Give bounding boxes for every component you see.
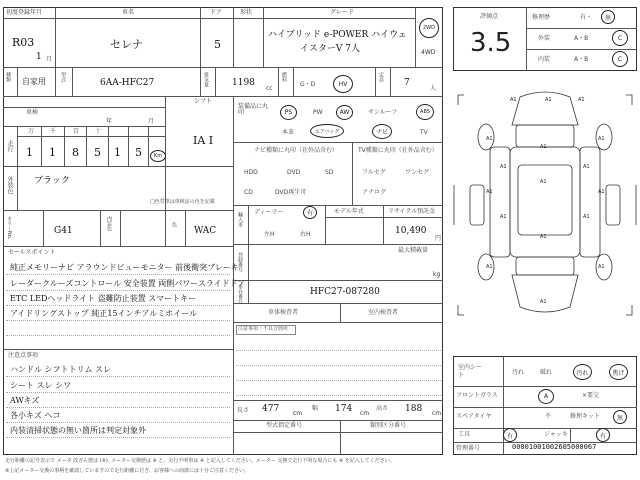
frame-number-value: HFC27-087280 bbox=[310, 287, 380, 297]
mileage-digit-1: 1 bbox=[26, 146, 33, 159]
seat-item-3: 汚れ bbox=[573, 364, 592, 380]
mgmt-label: 管理番号 bbox=[456, 445, 481, 452]
import-label: 輸入車 bbox=[237, 212, 243, 227]
height-value: 188 bbox=[405, 404, 423, 414]
damage-mark-16: A1 bbox=[598, 264, 605, 270]
score-value: 3.5 bbox=[470, 28, 512, 58]
exterior-c-circle: C bbox=[612, 30, 628, 46]
inspector-label: 車体検査者 bbox=[268, 309, 299, 316]
mileage-digit-2: 1 bbox=[49, 146, 56, 159]
equip-sunroof: サンルーフ bbox=[368, 109, 398, 116]
shift-label: シフト bbox=[194, 98, 213, 105]
displacement-value: 1198 bbox=[232, 78, 255, 88]
mileage-digit-6: 5 bbox=[135, 146, 142, 159]
damage-mark-4: A1 bbox=[486, 136, 493, 142]
height-label: 高さ bbox=[376, 405, 389, 412]
mileage-digit-5: 1 bbox=[114, 146, 121, 159]
jack-value-circle: 有 bbox=[596, 428, 610, 442]
damage-mark-6: A1 bbox=[540, 144, 547, 150]
model-value: 6AA-HFC27 bbox=[100, 78, 155, 88]
sales-point-2: レーダークルーズコントロール 安全装置 両側パワースライドドア bbox=[10, 279, 246, 288]
sales-point-4: アイドリングストップ 純正15インチアルミホイール bbox=[10, 309, 198, 318]
defect-2: シート スレ シワ bbox=[10, 381, 72, 390]
km-unit-circle: Km bbox=[150, 150, 166, 162]
repair-label: 修理歴 bbox=[532, 14, 551, 21]
length-value: 477 bbox=[262, 404, 280, 414]
door-count: 5 bbox=[214, 38, 221, 51]
height-unit: cm bbox=[432, 410, 442, 417]
displacement-label: 排気量 bbox=[203, 72, 209, 87]
navi-cd: CD bbox=[244, 189, 253, 196]
tv-analog: アナログ bbox=[362, 189, 387, 196]
fuel-options: G・D bbox=[300, 81, 316, 88]
defect-3: AWキズ bbox=[10, 396, 40, 405]
sales-point-1: 純正メモリーナビ アラウンドビューモニター 前後衝突ブレーキ bbox=[10, 263, 239, 272]
tools-label: 工具 bbox=[458, 431, 471, 438]
jack-label: ジャッキ bbox=[544, 431, 568, 438]
grade-line-2: イスターV 7人 bbox=[300, 44, 360, 54]
grade-line-1: ハイブリッド e-POWER ハイウェ bbox=[268, 30, 407, 40]
car-name-label: 車名 bbox=[122, 9, 135, 16]
cc-unit: cc bbox=[266, 85, 273, 92]
exterior-label: 外装 bbox=[538, 35, 551, 42]
fuel-label: 燃料 bbox=[281, 72, 287, 82]
tools-value-circle: 有 bbox=[503, 428, 517, 442]
frame-number-label: 車台番号 bbox=[237, 284, 243, 304]
damage-mark-7: A1 bbox=[500, 164, 507, 170]
capacity-unit: 人 bbox=[430, 85, 437, 92]
damage-mark-12: A1 bbox=[500, 214, 507, 220]
spare-item-2: 修理キット bbox=[570, 413, 600, 420]
color-no-value: G41 bbox=[54, 226, 73, 236]
mileage-section-label: 走行 bbox=[6, 140, 13, 152]
recycle-value: 10,490 bbox=[395, 226, 427, 236]
width-value: 174 bbox=[335, 404, 353, 414]
equip-pw: PW bbox=[313, 109, 323, 116]
score-label: 評価点 bbox=[480, 13, 499, 20]
equipment-label: 装備品に丸印 bbox=[238, 103, 269, 116]
inspection-year-label: 年 bbox=[106, 118, 113, 125]
spare-label: スペアタイヤ bbox=[456, 413, 492, 420]
shape-label: 形状 bbox=[240, 9, 253, 16]
footer-note-1: 走行距離の記号表示で メータ 改ざん歴は (※). メーター交換歴は ※ と、走行不明車は ※ と記入してください。メーター 交換で走行不明な場合にも ※ を記入してください。 bbox=[5, 458, 395, 464]
right-hand-label: 右H bbox=[300, 231, 311, 238]
left-hand-label: 左H bbox=[264, 231, 275, 238]
interior-c-circle: C bbox=[612, 51, 628, 67]
reg-month: 1 bbox=[36, 52, 42, 62]
dealer-label: ディーラー bbox=[254, 209, 284, 216]
equip-abs: ABS bbox=[416, 104, 434, 120]
tv-type-label: TV種類に丸印（社外品含む） bbox=[358, 147, 438, 154]
color-label: 外装色 bbox=[6, 176, 13, 194]
model-year-label: モデル年式 bbox=[334, 208, 364, 215]
frame-label: 登録番号 bbox=[237, 252, 243, 272]
equip-navi: ナビ bbox=[372, 124, 392, 139]
notes-label: 注意事項・不具合箇所 bbox=[238, 326, 289, 332]
tv-fullseg: フルセグ bbox=[362, 169, 386, 176]
interior-options: A・B bbox=[574, 56, 589, 63]
recycle-label: リサイクル預託金 bbox=[388, 208, 436, 215]
equip-aw: AW bbox=[336, 105, 353, 120]
seat-label: 室内シート bbox=[458, 364, 483, 380]
damage-mark-8: A1 bbox=[583, 164, 590, 170]
equip-airbag: エアバッグ bbox=[310, 124, 344, 138]
repair-options: 有・ bbox=[580, 14, 593, 21]
damage-mark-13: A1 bbox=[583, 214, 590, 220]
color-value: ブラック bbox=[34, 176, 70, 186]
drive-2wd-circle: 2WD bbox=[419, 18, 439, 38]
color-code-value: WAC bbox=[194, 226, 217, 236]
seat-item-4: 焦げ bbox=[609, 364, 628, 380]
damage-mark-1: A1 bbox=[510, 97, 517, 103]
digit-label-4: 十 bbox=[95, 128, 102, 135]
equip-leather: 本革 bbox=[282, 129, 295, 136]
damage-mark-10: A1 bbox=[486, 189, 493, 195]
damage-mark-5: A1 bbox=[598, 136, 605, 142]
spare-none-circle: 無 bbox=[613, 410, 627, 424]
car-diagram bbox=[450, 85, 640, 325]
sales-point-3: ETC LEDヘッドライト 盗難防止装置 スマートキー bbox=[10, 294, 197, 303]
navi-hdd: HDD bbox=[244, 169, 258, 176]
damage-mark-14: A1 bbox=[540, 234, 547, 240]
damage-mark-15: A1 bbox=[486, 264, 493, 270]
defect-5: 内装清掃状態の無い箇所は判定対象外 bbox=[10, 426, 146, 435]
digit-label-1: 万 bbox=[28, 128, 35, 135]
door-label: ドア bbox=[210, 9, 222, 16]
navi-sd: SD bbox=[325, 169, 334, 176]
seat-item-1: 汚れ bbox=[512, 369, 525, 376]
shift-value: IA I bbox=[193, 134, 214, 147]
damage-mark-11: A1 bbox=[598, 189, 605, 195]
damage-mark-2: A1 bbox=[545, 97, 552, 103]
usage-value: 自家用 bbox=[22, 77, 46, 86]
grade-label: グレード bbox=[330, 9, 355, 16]
defect-4: 各小キズ ヘコ bbox=[10, 411, 61, 420]
tv-oneseg: ワンセグ bbox=[405, 169, 430, 176]
inspection-label: 車検 bbox=[26, 109, 39, 116]
exterior-options: A・B bbox=[574, 35, 589, 42]
length-unit: cm bbox=[293, 410, 303, 417]
capacity-label: 定員 bbox=[378, 72, 384, 82]
damage-mark-3: A1 bbox=[578, 97, 585, 103]
recycle-yen-unit: 円 bbox=[435, 235, 442, 242]
seat-item-2: 破れ bbox=[540, 369, 553, 376]
width-label: 幅 bbox=[312, 405, 319, 412]
equip-ps: PS bbox=[280, 105, 297, 120]
defect-1: ハンドル シフトトリム スレ bbox=[10, 365, 112, 374]
interior-label: 内装 bbox=[538, 56, 551, 63]
dealer-yes-circle: 有 bbox=[303, 206, 317, 219]
sales-points-label: セールスポイント bbox=[8, 249, 56, 256]
car-name: セレナ bbox=[110, 38, 143, 51]
inspection-month-label: 月 bbox=[148, 118, 155, 125]
windshield-label: フロントガラス bbox=[456, 392, 498, 399]
usage-label: 種類 bbox=[5, 72, 11, 82]
month-unit: 月 bbox=[46, 56, 53, 63]
color-note: □色替車は車検証の色を記載 bbox=[150, 199, 215, 205]
mileage-digit-4: 5 bbox=[94, 146, 101, 159]
class-label: 類別区分番号 bbox=[370, 422, 407, 429]
color-no-label: カラーNo. bbox=[6, 216, 12, 240]
drive-4wd: 4WD bbox=[421, 49, 436, 56]
reg-year: R03 bbox=[12, 36, 35, 49]
damage-mark-17: A1 bbox=[540, 299, 547, 305]
interior-color-label: 内装色 bbox=[106, 216, 112, 231]
digit-label-3: 百 bbox=[73, 128, 80, 135]
windshield-a-circle: A bbox=[538, 389, 554, 404]
navi-type-label: ナビ種類に丸印（社外品含む） bbox=[254, 147, 339, 154]
navi-dvd-play: DVD再生可 bbox=[275, 189, 307, 196]
payload-label: 最大積載量 bbox=[398, 247, 429, 254]
footer-note-2: ※上記メーター交換の事柄を確認していますので走行距離に付き、お客様への商談には十分ご注意ください。 bbox=[5, 468, 249, 474]
capacity-value: 7 bbox=[404, 78, 410, 88]
windshield-replace: ×要交 bbox=[582, 392, 600, 399]
model-label: 型式 bbox=[60, 72, 66, 82]
fuel-hv-circle: HV bbox=[333, 75, 353, 93]
equip-tv: TV bbox=[420, 129, 428, 136]
length-label: 長さ bbox=[237, 407, 250, 414]
navi-dvd: DVD bbox=[287, 169, 301, 176]
digit-label-2: 千 bbox=[50, 128, 57, 135]
color-code-label: 色 bbox=[171, 222, 177, 227]
spare-item-1: 不 bbox=[545, 413, 552, 420]
defects-label: 注意点事項 bbox=[8, 352, 39, 359]
payload-kg-unit: kg bbox=[433, 271, 441, 278]
mileage-digit-3: 8 bbox=[72, 146, 79, 159]
width-unit: cm bbox=[360, 410, 370, 417]
interior-inspector-label: 室内検査者 bbox=[368, 309, 399, 316]
mgmt-value: 00001001002605000067 bbox=[512, 443, 597, 451]
repair-none-circle: 無 bbox=[601, 10, 615, 24]
reg-year-label: 初度登録年月 bbox=[6, 9, 43, 16]
type-cert-label: 型式指定番号 bbox=[266, 422, 303, 429]
damage-mark-9: A1 bbox=[540, 179, 547, 185]
